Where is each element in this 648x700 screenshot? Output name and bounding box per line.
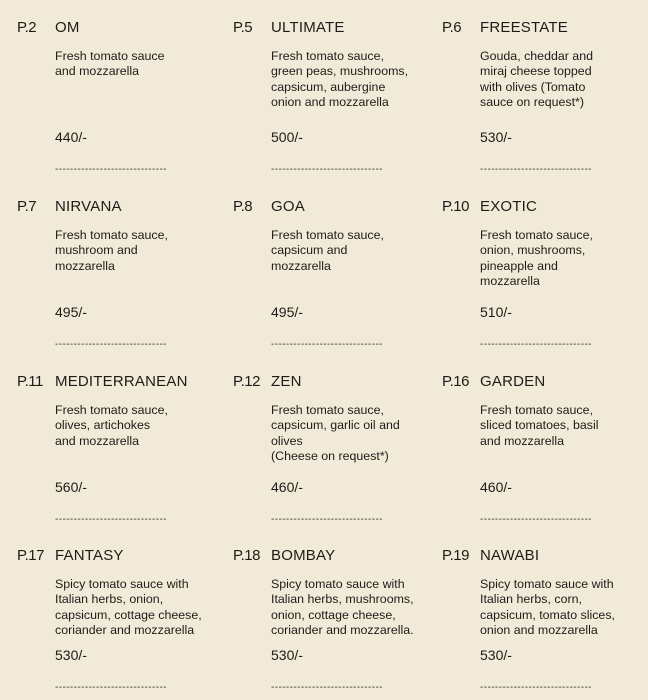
item-description: Fresh tomato sauce, onion, mushrooms, pineapple and mozzarella <box>480 228 593 289</box>
item-name: GOA <box>271 198 305 215</box>
item-description: Spicy tomato sauce with Italian herbs, corn, capsicum, tomato slices, onion and mozzarella <box>480 577 615 638</box>
item-price: 500/- <box>271 129 303 145</box>
item-code: P.2 <box>17 19 37 36</box>
item-separator: ------------------------------ <box>55 514 167 525</box>
item-price: 510/- <box>480 304 512 320</box>
item-name: FREESTATE <box>480 19 568 36</box>
item-price: 560/- <box>55 479 87 495</box>
item-separator: ------------------------------ <box>271 339 383 350</box>
item-description: Spicy tomato sauce with Italian herbs, mushrooms, onion, cottage cheese, coriander and mozzarella. <box>271 577 414 638</box>
item-name: BOMBAY <box>271 547 336 564</box>
item-separator: ------------------------------ <box>55 164 167 175</box>
item-code: P.5 <box>233 19 253 36</box>
item-description: Fresh tomato sauce and mozzarella <box>55 49 165 79</box>
item-price: 530/- <box>480 129 512 145</box>
item-code: P.7 <box>17 198 37 215</box>
item-separator: ------------------------------ <box>480 514 592 525</box>
item-code: P.18 <box>233 547 260 564</box>
item-code: P.11 <box>17 373 43 390</box>
item-code: P.8 <box>233 198 253 215</box>
item-description: Fresh tomato sauce, olives, artichokes and mozzarella <box>55 403 168 448</box>
item-description: Spicy tomato sauce with Italian herbs, onion, capsicum, cottage cheese, coriander and mozzarella <box>55 577 202 638</box>
item-description: Fresh tomato sauce, green peas, mushrooms, capsicum, aubergine onion and mozzarella <box>271 49 409 110</box>
item-code: P.6 <box>442 19 462 36</box>
item-name: OM <box>55 19 80 36</box>
item-description: Fresh tomato sauce, mushroom and mozzarella <box>55 228 168 273</box>
item-code: P.17 <box>17 547 44 564</box>
item-price: 495/- <box>271 304 303 320</box>
item-price: 495/- <box>55 304 87 320</box>
item-code: P.12 <box>233 373 260 390</box>
item-code: P.19 <box>442 547 469 564</box>
item-name: ZEN <box>271 373 302 390</box>
item-code: P.16 <box>442 373 469 390</box>
item-name: NIRVANA <box>55 198 122 215</box>
item-separator: ------------------------------ <box>271 514 383 525</box>
item-separator: ------------------------------ <box>271 682 383 693</box>
item-separator: ------------------------------ <box>55 339 167 350</box>
item-name: ULTIMATE <box>271 19 345 36</box>
item-separator: ------------------------------ <box>480 164 592 175</box>
item-description: Fresh tomato sauce, capsicum, garlic oil and olives (Cheese on request*) <box>271 403 400 464</box>
item-code: P.10 <box>442 198 469 215</box>
item-separator: ------------------------------ <box>480 339 592 350</box>
item-price: 460/- <box>271 479 303 495</box>
item-description: Fresh tomato sauce, capsicum and mozzarella <box>271 228 384 273</box>
item-name: GARDEN <box>480 373 546 390</box>
item-price: 530/- <box>271 647 303 663</box>
item-price: 440/- <box>55 129 87 145</box>
item-separator: ------------------------------ <box>55 682 167 693</box>
item-description: Gouda, cheddar and miraj cheese topped with olives (Tomato sauce on request*) <box>480 49 593 110</box>
item-price: 460/- <box>480 479 512 495</box>
item-description: Fresh tomato sauce, sliced tomatoes, basil and mozzarella <box>480 403 599 448</box>
item-name: FANTASY <box>55 547 124 564</box>
item-separator: ------------------------------ <box>271 164 383 175</box>
item-price: 530/- <box>55 647 87 663</box>
item-name: EXOTIC <box>480 198 538 215</box>
item-name: MEDITERRANEAN <box>55 373 188 390</box>
item-name: NAWABI <box>480 547 540 564</box>
item-price: 530/- <box>480 647 512 663</box>
item-separator: ------------------------------ <box>480 682 592 693</box>
